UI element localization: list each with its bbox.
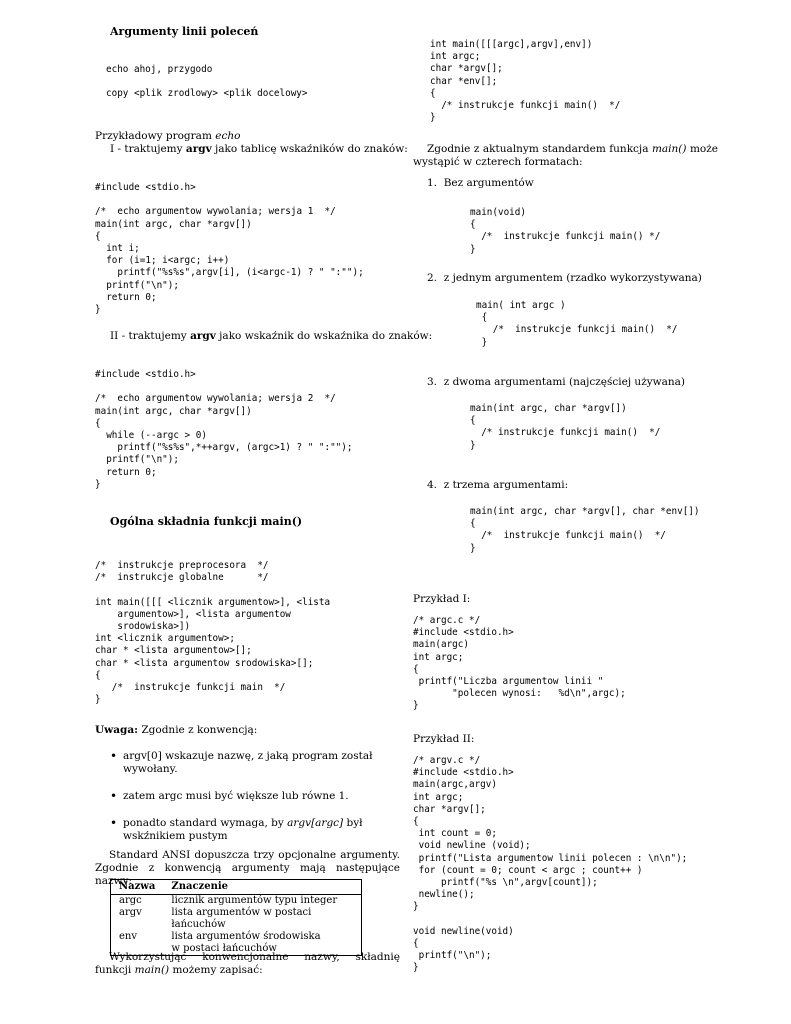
closing-paragraph [95,951,400,977]
cell-meaning: licznik argumentów typu integer [171,895,338,906]
cell-meaning: lista argumentów w postaci łańcuchów [171,907,312,930]
format-label-1: Bez argumentów [443,177,534,189]
col-header-meaning: Znaczenie [163,880,361,895]
format-item-1 [427,177,534,190]
format-item-2 [427,272,702,285]
code-example1: /* argc.c */ #include <stdio.h> main(argc) int argc; { printf("Liczba argumentow linii " "polecen wynosi: %d\n",argc); } [413,615,626,712]
col-header-name: Nazwa [111,880,163,895]
bullet-text-3-suffix: był wskźnikiem pustym [123,817,363,842]
bullet-text-2: zatem argc musi być większe lub równe 1. [123,790,349,802]
format-code-3: main(int argc, char *argv[]) { /* instrukcje funkcji main() */ } [470,403,661,451]
code-example2: /* argv.c */ #include <stdio.h> main(argc,argv) int argc; char *argv[]; { int count = 0; void newline (void); printf("Lista argumentow linii polecen : \n\n"); for (count = 0; count < argc ; count++ ) printf("%s \n",argv[count]); newline(); } void newline(void) { printf("\n"); } [413,755,688,974]
version2-suffix: jako wskaźnik do wskaźnika do znaków: [215,330,433,342]
format-number-4: 4. [427,479,438,491]
code-main-top: int main([[[argc],argv],env]) int argc; char *argv[]; char *env[]; { /* instrukcje funkcji main() */ } [430,39,621,124]
format-item-4 [427,479,568,492]
format-code-2: main( int argc ) { /* instrukcje funkcji main() */ } [476,300,678,348]
note [95,724,257,737]
command-examples: echo ahoj, przygodo copy <plik zrodlowy> <plik docelowy> [106,64,308,100]
list-item [95,790,405,803]
echo-intro-text: Przykładowy program [95,130,216,142]
format-item-3 [427,376,685,389]
cell-meaning: w postaci łańcuchów [171,943,277,954]
closing-prefix: Wykorzystując konwencjonalne nazwy, składnię funkcji [95,951,400,976]
table-header-row [111,880,361,895]
format-number-1: 1. [427,177,438,189]
formats-prefix: Zgodnie z aktualnym standardem funkcja [427,143,652,155]
bullet-text-1: argv[0] wskazuje nazwę, z jaką program został wywołany. [123,750,373,775]
formats-suffix: może wystąpić w czterech formatach: [413,143,718,168]
closing-suffix: możemy zapisać: [169,964,263,976]
echo-intro-italic: echo [215,130,241,142]
version1-prefix: I - traktujemy [110,143,186,155]
list-item [95,750,405,776]
formats-paragraph [413,143,718,169]
note-bold: Uwaga: [95,724,139,736]
table-row [111,907,361,931]
version1-suffix: jako tablicę wskaźników do znaków: [211,143,408,155]
cell-name: argv [119,907,142,918]
bullet-text-3-prefix: ponadto standard wymaga, by [123,817,288,829]
format-label-3: z dwoma argumentami (najczęściej używana) [443,376,686,388]
cell-meaning: lista argumentów środowiska [171,931,321,942]
format-number-3: 3. [427,376,438,388]
heading-main-syntax: Ogólna składnia funkcji main() [110,515,303,528]
format-code-4: main(int argc, char *argv[], char *env[]) { /* instrukcje funkcji main() */ } [470,506,700,554]
list-item [95,817,405,843]
format-number-2: 2. [427,272,438,284]
table-row [111,895,361,908]
cell-name: argc [119,895,142,906]
formats-italic: main() [651,143,687,155]
example1-label: Przykład I: [413,593,471,605]
table-row [111,931,361,943]
arguments-table-box [110,879,362,956]
version2-intro [110,330,432,343]
heading-arguments: Argumenty linii poleceń [110,25,259,38]
echo-intro [95,130,240,143]
version1-bold: argv [185,143,212,155]
code-main-syntax: /* instrukcje preprocesora */ /* instrukcje globalne */ int main([[[ <licznik argumentow>], <lista argumentow>], <lista argumentow srodowiska>]) int <licznik argumentow>; char * <lista argumentow>[]; char * <lista argumentow srodowiska>[]; { /* instrukcje funkcji main */ } [95,560,331,706]
version2-prefix: II - traktujemy [110,330,191,342]
format-label-4: z trzema argumentami: [443,479,569,491]
cell-name: env [119,931,138,942]
format-code-1: main(void) { /* instrukcje funkcji main() */ } [470,207,661,255]
example2-label: Przykład II: [413,733,475,745]
convention-list [95,750,405,857]
ansi-paragraph: Standard ANSI dopuszcza trzy opcjonalne argumenty. Zgodnie z konwencją argumenty mają następujące nazwy: [95,849,400,887]
version1-intro [110,143,408,156]
bullet-text-3-italic: argv[argc] [287,817,344,829]
closing-italic: main() [134,964,170,976]
version2-bold: argv [190,330,216,342]
note-text: Zgodnie z konwencją: [138,724,258,736]
code-echo-version1: #include <stdio.h> /* echo argumentow wywolania; wersja 1 */ main(int argc, char *argv[]) { int i; for (i=1; i<argc; i++) printf("%s%s",argv[i], (i<argc-1) ? " ":""); printf("\n"); return 0; } [95,182,364,316]
format-label-2: z jednym argumentem (rzadko wykorzystywana) [443,272,702,284]
code-echo-version2: #include <stdio.h> /* echo argumentow wywolania; wersja 2 */ main(int argc, char *argv[]) { while (--argc > 0) printf("%s%s",*++argv, (argc>1) ? " ":""); printf("\n"); return 0; } [95,369,353,490]
arguments-table [111,880,361,955]
